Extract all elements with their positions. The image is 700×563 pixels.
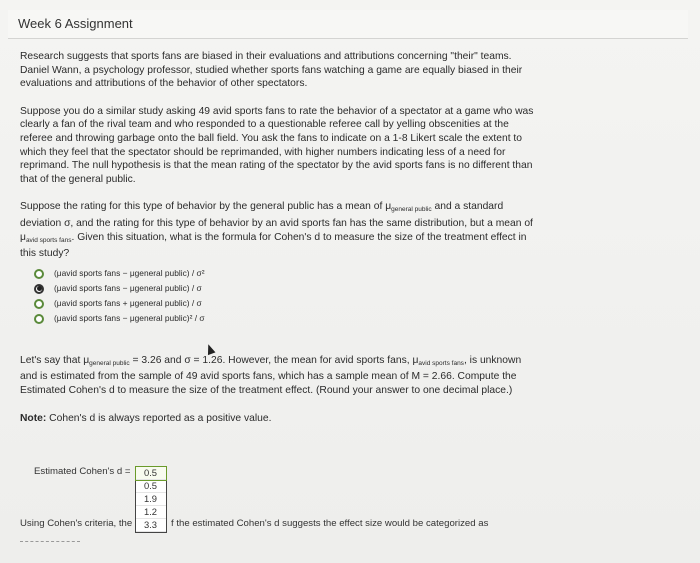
option-label: (μavid sports fans − μgeneral public)² / σ [54, 312, 205, 323]
option-label: (μavid sports fans − μgeneral public) / σ² [54, 267, 205, 278]
cohen-d-label: Estimated Cohen's d = [34, 466, 131, 477]
cohen-d-dropdown[interactable] [135, 466, 167, 533]
question-paragraph: Suppose the rating for this type of behavior by the general public has a mean of $\mu_{general public}$ and a standard deviation σ, and the rating for this type of behavior by an avid sports fan has the same distribution, but a mean of $\mu_{avid sports fans}$. Given this situation, what is the formula for Cohen's d to measure the size of the treatment effect in this study? [20, 201, 533, 260]
dropdown-option[interactable]: 1.9 [136, 493, 166, 506]
dropdown-option[interactable]: 3.3 [136, 519, 166, 532]
option-1[interactable] [34, 267, 540, 281]
radio-button[interactable] [34, 314, 44, 324]
option-label: (μavid sports fans + μgeneral public) / σ [54, 297, 202, 308]
criteria-text-before: Using Cohen's criteria, the [20, 518, 133, 529]
option-label: (μavid sports fans − μgeneral public) / σ [54, 282, 202, 293]
radio-button-selected[interactable] [34, 284, 44, 294]
criteria-text-after: f the estimated Cohen's d suggests the effect size would be categorized as [171, 518, 489, 529]
effect-size-answer-blank[interactable] [20, 540, 80, 542]
title-bar [8, 10, 688, 39]
radio-button[interactable] [34, 299, 44, 309]
option-3[interactable] [34, 297, 540, 311]
formula-options [34, 267, 540, 326]
option-4[interactable] [34, 312, 540, 326]
page-title: Week 6 Assignment [18, 16, 133, 31]
content [20, 50, 540, 439]
note-paragraph: Note: Cohen's d is always reported as a positive value. [20, 412, 272, 424]
radio-button[interactable] [34, 269, 44, 279]
scenario-paragraph: Suppose you do a similar study asking 49 avid sports fans to rate the behavior of a spectator at a game who was clearly a fan of the rival team and who responded to a questionable referee call by yelling obscenities at the referee and throwing garbage onto the ball field. You ask the fans to indicate on a 1-8 Likert scale the extent to which they feel that the spectator should be reprimanded, with higher numbers indicating less of a need for reprimand. The null hypothesis is that the mean rating of the spectator by the avid sports fans is no different than that of the general public. [20, 105, 534, 185]
followup-paragraph: Let's say that $\mu_{general public} = 3.26$ and σ = 1.26. However, the mean for avid sports fans, $\mu_{avid sports fans}$, is unknown and is estimated from the sample of 49 avid sports fans, which has a sample mean of M = 2.66. Compute the Estimated Cohen's d to measure the size of the treatment effect. (Round your answer to one decimal place.) [20, 354, 522, 396]
intro-paragraph: Research suggests that sports fans are biased in their evaluations and attributions concerning "their" teams. Daniel Wann, a psychology professor, studied whether sports fans watching a game are equally biased in their evaluations and attributions of the behavior of other spectators. [20, 51, 523, 90]
dropdown-option[interactable]: 0.5 [136, 480, 166, 493]
option-2[interactable] [34, 282, 540, 296]
dropdown-option[interactable]: 0.5 [136, 467, 166, 480]
dropdown-option[interactable]: 1.2 [136, 506, 166, 519]
